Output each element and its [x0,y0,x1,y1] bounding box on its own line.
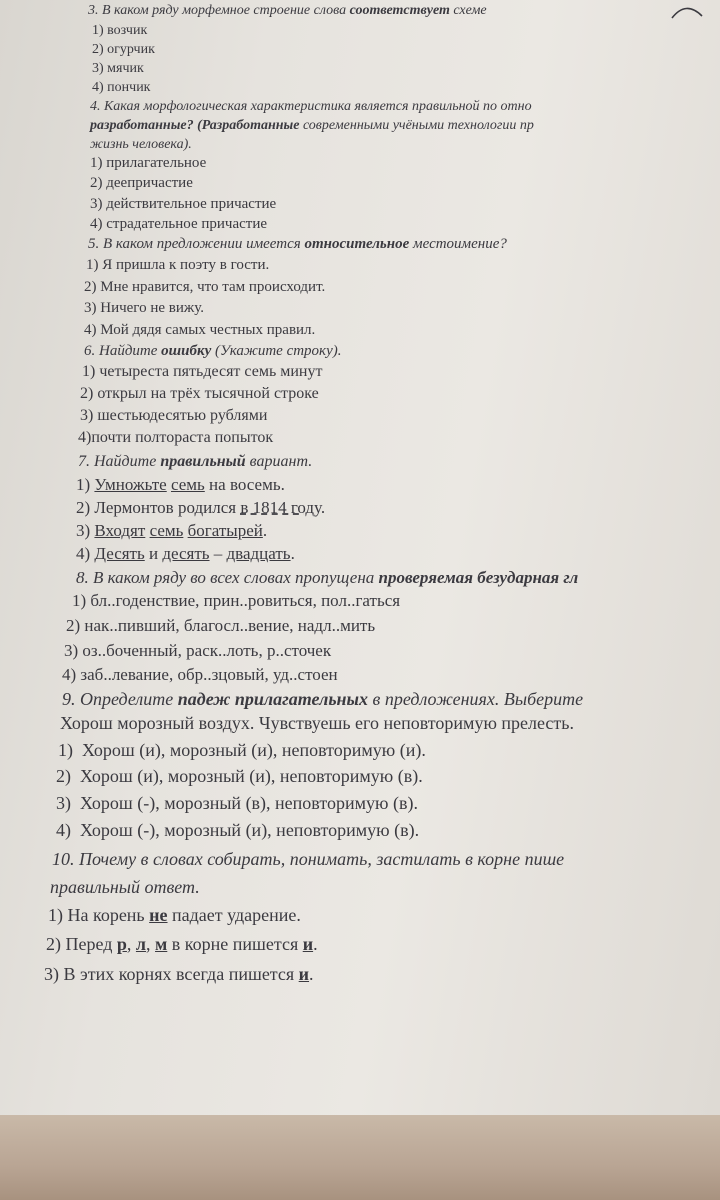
question-4-title-line3: жизнь человека). [90,137,192,152]
question-4-title: 4. Какая морфологическая характеристика является правильной по отно [90,99,532,114]
question-9-option: 4) Хорош (-), морозный (и), неповторимую (в). [56,820,420,840]
question-8-title: 8. В каком ряду во всех словах пропущена проверяемая безударная гл [76,568,579,587]
question-6-option: 3) шестьюдесятью рублями [80,407,268,424]
question-4-option: 4) страдательное причастие [90,216,268,232]
question-8-option: 1) бл..годенствие, прин..ровиться, пол..гаться [72,591,401,610]
question-4-option: 2) деепричастие [90,175,193,191]
question-10-title-line2: правильный ответ. [50,877,200,897]
question-3-option: 3) мячик [92,61,144,76]
question-5-option: 1) Я пришла к поэту в гости. [86,257,270,273]
question-3-option: 1) возчик [92,23,148,38]
question-9-option: 3) Хорош (-), морозный (в), неповторимую (в). [56,793,418,813]
question-5-option: 4) Мой дядя самых честных правил. [84,322,316,338]
question-5-title: 5. В каком предложении имеется относительное местоимение? [88,236,507,252]
question-8-option: 2) нак..пивший, благосл..вение, надл..мить [66,616,376,635]
question-6-option: 4)почти полтораста попыток [78,429,274,446]
table-surface [0,1115,720,1200]
question-9-option: 2) Хорош (и), морозный (и), неповторимую (в). [56,766,423,786]
question-5-option: 2) Мне нравится, что там происходит. [84,279,326,295]
question-7-option-2: 2) Лермонтов родился в 1814 году. [76,498,326,517]
question-10-option-1: 1) На корень не падает ударение. [48,905,301,925]
question-3-option: 2) огурчик [92,42,155,57]
question-9-option: 1) Хорош (и), морозный (и), неповторимую (и). [58,740,426,760]
question-10-title: 10. Почему в словах собирать, понимать, застилать в корне пише [52,849,565,869]
question-6-title: 6. Найдите ошибку (Укажите строку). [84,343,342,359]
question-10-option-3: 3) В этих корнях всегда пишется и. [44,964,314,984]
question-4-option: 3) действительное причастие [90,196,277,212]
question-5-option: 3) Ничего не вижу. [84,300,204,316]
question-7-title: 7. Найдите правильный вариант. [78,453,313,470]
question-3-option: 4) пончик [92,80,151,95]
question-3-title: 3. В каком ряду морфемное строение слова соответствует схеме [88,3,487,18]
question-8-option: 4) заб..левание, обр..зцовый, уд..стоен [62,665,338,684]
pen-mark [668,2,708,20]
question-6-option: 2) открыл на трёх тысячной строке [80,385,319,402]
question-8-option: 3) оз..боченный, раск..лоть, р..сточек [64,641,332,660]
question-9-title: 9. Определите падеж прилагательных в предложениях. Выберите [62,689,584,709]
question-4-option: 1) прилагательное [90,155,207,171]
question-7-option-4: 4) Десять и десять – двадцать. [76,544,295,563]
question-9-sentence: Хорош морозный воздух. Чувствуешь его неповторимую прелесть. [60,713,574,733]
question-7-option-3: 3) Входят семь богатырей. [76,521,268,540]
question-7-option-1: 1) Умножьте семь на восемь. [76,475,285,494]
question-10-option-2: 2) Перед р, л, м в корне пишется и. [46,934,318,954]
question-6-option: 1) четыреста пятьдесят семь минут [82,363,323,380]
question-4-title-line2: разработанные? (Разработанные современными учёными технологии пр [90,118,534,133]
